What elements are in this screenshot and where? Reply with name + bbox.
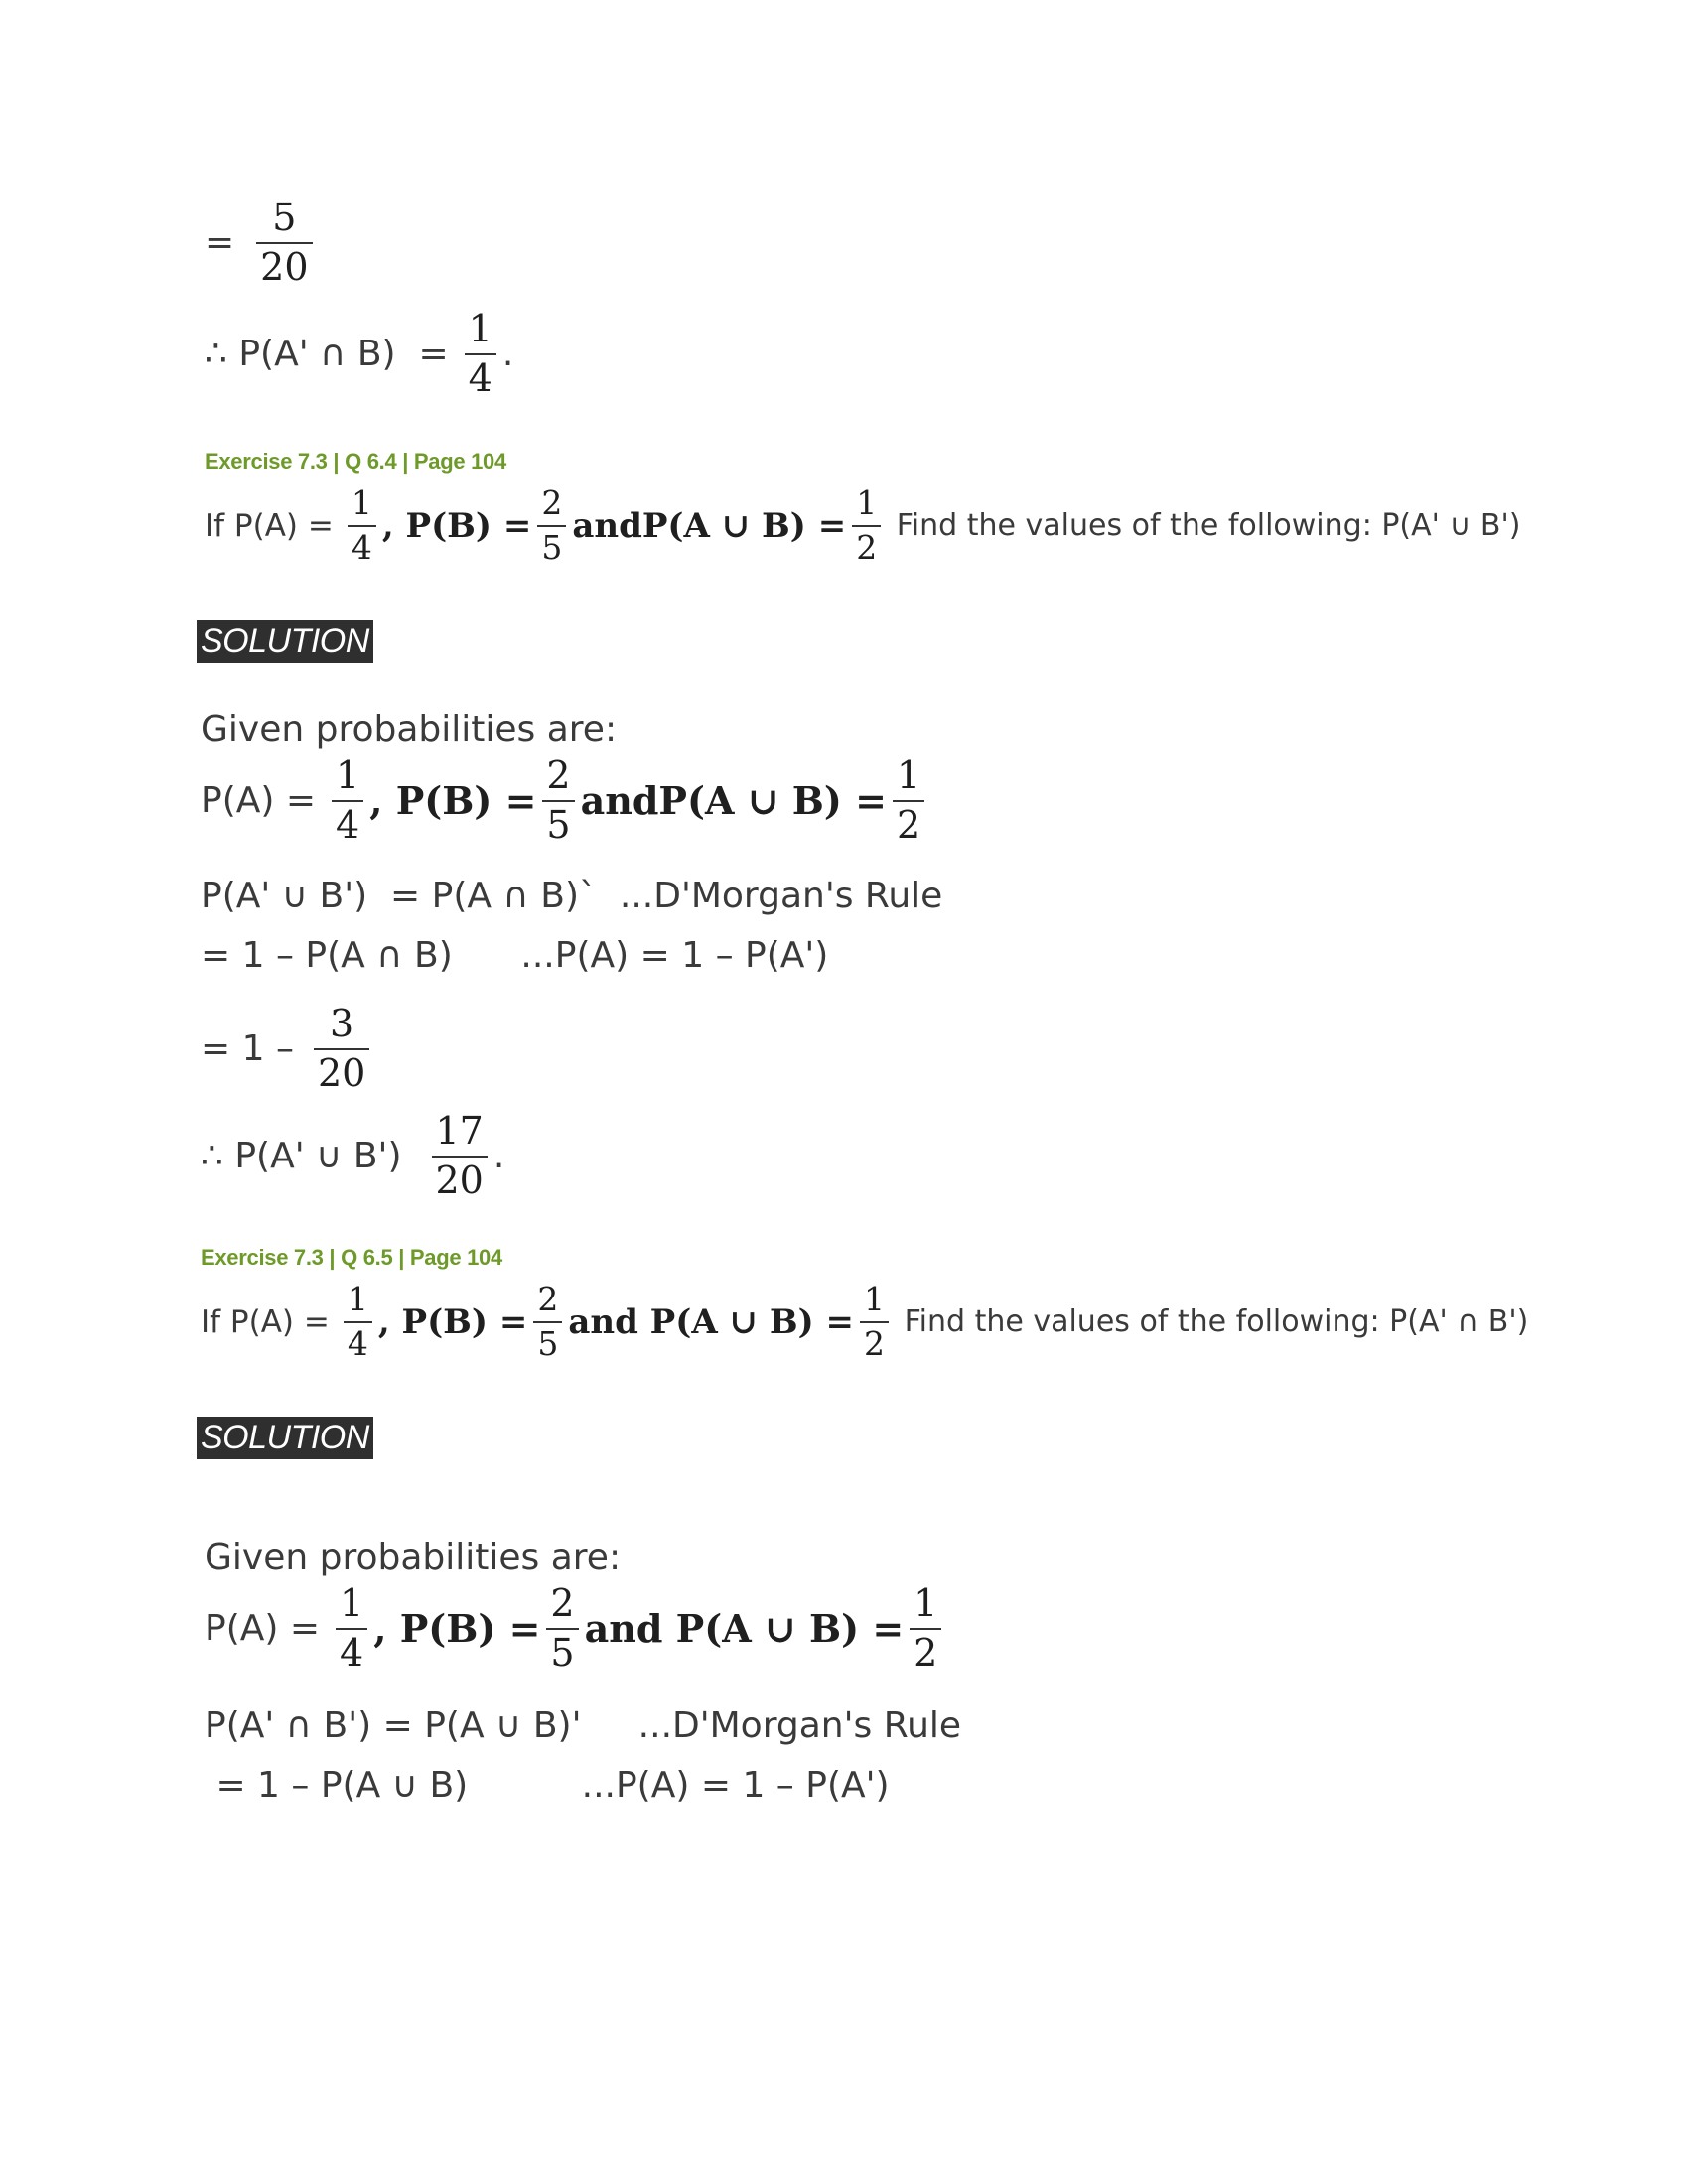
fraction-denominator: 5 <box>533 1321 562 1362</box>
exercise-label-q6-5: Exercise 7.3 | Q 6.5 | Page 104 <box>201 1245 502 1270</box>
fraction-numerator: 2 <box>537 1280 559 1318</box>
fraction-numerator: 1 <box>336 753 360 797</box>
question-q6-5 <box>201 1280 1529 1363</box>
fraction-denominator: 5 <box>542 800 574 846</box>
period: . <box>492 1136 505 1177</box>
solution-badge: SOLUTION <box>197 620 373 663</box>
fraction-numerator: 1 <box>896 753 921 797</box>
fraction-numerator: 1 <box>468 307 492 350</box>
fraction-denominator: 20 <box>432 1156 488 1201</box>
given-probabilities <box>205 1581 947 1675</box>
fraction-p-b <box>537 483 566 567</box>
question-suffix: Find the values of the following: P(A' ∪ B') <box>887 508 1521 544</box>
complement-step-line: = 1 – P(A ∩ B) ...P(A) = 1 – P(A') <box>201 935 829 976</box>
p-b-expression: , P(B) = <box>381 505 532 546</box>
fraction-p-b <box>546 1581 578 1675</box>
fraction-numerator: 1 <box>340 1581 364 1625</box>
fraction-denominator: 5 <box>546 1628 578 1674</box>
equals-sign: = <box>205 222 235 264</box>
fraction-denominator: 4 <box>332 800 363 846</box>
p-b-expression: , P(B) = <box>373 1606 541 1652</box>
p-b-expression: , P(B) = <box>377 1301 528 1342</box>
fraction-1-4 <box>465 307 496 400</box>
result-text: ∴ P(A' ∩ B) = <box>205 334 449 375</box>
p-b-expression: , P(B) = <box>369 778 537 824</box>
p-union-expression: andP(A ∪ B) = <box>580 778 887 824</box>
exercise-label-q6-4: Exercise 7.3 | Q 6.4 | Page 104 <box>205 449 506 474</box>
fraction-denominator: 2 <box>852 525 881 566</box>
given-heading: Given probabilities are: <box>205 1537 622 1577</box>
fraction-3-20 <box>314 1002 369 1095</box>
p-union-expression: andP(A ∪ B) = <box>572 505 847 546</box>
fraction-p-union <box>910 1581 941 1675</box>
fraction-denominator: 20 <box>256 242 312 288</box>
fraction-p-b <box>533 1280 562 1363</box>
period: . <box>501 334 514 375</box>
given-probabilities <box>201 753 930 847</box>
step-prefix: = 1 – <box>201 1028 294 1070</box>
fraction-denominator: 4 <box>344 1321 372 1362</box>
fraction-p-a <box>332 753 363 847</box>
fraction-numerator: 2 <box>546 753 571 797</box>
fraction-p-a <box>348 483 376 567</box>
fraction-numerator: 1 <box>856 483 878 522</box>
de-morgan-rule-line: P(A' ∪ B') = P(A ∩ B)` ...D'Morgan's Rule <box>201 876 943 916</box>
fraction-denominator: 2 <box>860 1321 889 1362</box>
fraction-numerator: 3 <box>330 1002 354 1045</box>
p-union-expression: and P(A ∪ B) = <box>568 1301 855 1342</box>
p-union-expression: and P(A ∪ B) = <box>584 1606 905 1652</box>
eq-line-5-20 <box>205 196 319 289</box>
fraction-denominator: 4 <box>465 353 496 399</box>
fraction-denominator: 2 <box>893 800 924 846</box>
fraction-numerator: 5 <box>272 196 297 239</box>
fraction-denominator: 20 <box>314 1048 369 1094</box>
fraction-denominator: 2 <box>910 1628 941 1674</box>
fraction-p-a <box>336 1581 367 1675</box>
fraction-numerator: 1 <box>351 483 372 522</box>
fraction-p-union <box>860 1280 889 1363</box>
fraction-p-union <box>893 753 924 847</box>
question-prefix: If P(A) = <box>201 1303 330 1340</box>
fraction-numerator: 17 <box>435 1109 484 1153</box>
fraction-p-union <box>852 483 881 567</box>
given-heading: Given probabilities are: <box>201 709 618 750</box>
fraction-denominator: 4 <box>348 525 376 566</box>
fraction-denominator: 5 <box>537 525 566 566</box>
question-q6-4 <box>205 483 1521 567</box>
solution-badge: SOLUTION <box>197 1417 373 1459</box>
fraction-numerator: 1 <box>914 1581 938 1625</box>
fraction-denominator: 4 <box>336 1628 367 1674</box>
question-prefix: If P(A) = <box>205 507 334 544</box>
fraction-5-20 <box>256 196 312 289</box>
fraction-numerator: 2 <box>541 483 563 522</box>
result-line-p-a-prime-cap-b <box>205 307 514 400</box>
question-suffix: Find the values of the following: P(A' ∩ B') <box>895 1304 1529 1340</box>
subtraction-step-line <box>201 1002 375 1095</box>
fraction-numerator: 2 <box>550 1581 575 1625</box>
de-morgan-rule-line: P(A' ∩ B') = P(A ∪ B)' ...D'Morgan's Rule <box>205 1706 962 1746</box>
p-a-prefix: P(A) = <box>205 1608 321 1650</box>
fraction-17-20 <box>432 1109 488 1202</box>
fraction-p-b <box>542 753 574 847</box>
complement-step-line: = 1 – P(A ∪ B) ...P(A) = 1 – P(A') <box>205 1765 890 1806</box>
fraction-p-a <box>344 1280 372 1363</box>
result-line-q6-4 <box>201 1109 505 1202</box>
p-a-prefix: P(A) = <box>201 780 317 822</box>
fraction-numerator: 1 <box>864 1280 886 1318</box>
fraction-numerator: 1 <box>347 1280 368 1318</box>
result-prefix: ∴ P(A' ∪ B') <box>201 1136 402 1177</box>
